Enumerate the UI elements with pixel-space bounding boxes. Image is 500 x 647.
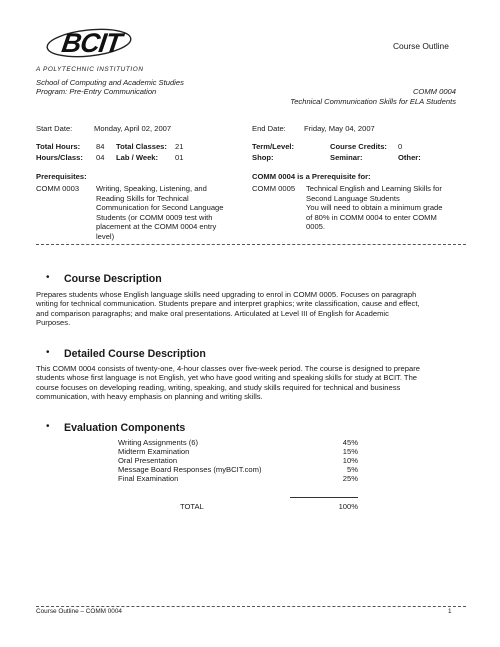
evaluation-item-value: 5% <box>347 465 358 474</box>
footer-divider <box>36 606 466 607</box>
paragraph-line: and comparison paragraphs; and make oral presentations. Articulated at Level III of English for Academic <box>36 308 389 318</box>
evaluation-item-name: Final Examination <box>118 474 179 483</box>
evaluation-row <box>118 465 358 474</box>
bcit-logo <box>44 26 134 62</box>
evaluation-item-value: 10% <box>342 456 358 465</box>
other-label: Other: <box>398 153 421 162</box>
program-name: Program: Pre-Entry Communication <box>36 87 157 96</box>
paragraph-line: writing for technical communication. Students prepare and interpret graphics; write classification, cause and effect, <box>36 299 420 309</box>
total-value: 100% <box>338 502 358 511</box>
prerequisite-line: level) <box>96 231 115 241</box>
prerequisite-for-line: of 80% in COMM 0004 to enter COMM <box>306 212 437 222</box>
course-title: Technical Communication Skills for ELA Students <box>290 97 456 106</box>
detailed-description-heading: Detailed Course Description <box>64 348 206 360</box>
prerequisite-line: Reading Skills for Technical <box>96 193 189 203</box>
section-divider <box>36 244 466 245</box>
page-number: 1 <box>448 608 452 615</box>
evaluation-item-value: 15% <box>342 447 358 456</box>
course-code: COMM 0004 <box>412 87 456 96</box>
prerequisite-for-label: COMM 0004 is a Prerequisite for: <box>252 172 371 181</box>
lab-week-label: Lab / Week: <box>116 153 159 162</box>
prerequisite-line: placement at the COMM 0004 entry <box>96 222 217 232</box>
evaluation-row <box>118 456 358 465</box>
prerequisite-for-line: Second Language Students <box>306 193 400 203</box>
detailed-description-text <box>36 364 476 402</box>
total-hours-label: Total Hours: <box>36 142 81 151</box>
evaluation-item-value: 25% <box>342 474 358 483</box>
bullet-icon: • <box>46 347 50 358</box>
hours-class-label: Hours/Class: <box>36 153 83 162</box>
paragraph-line: course focuses on developing reading, writing, speaking, and study skills required for technical and business <box>36 382 401 392</box>
prerequisites-label: Prerequisites: <box>36 172 87 181</box>
prerequisite-code: COMM 0003 <box>36 184 80 193</box>
paragraph-line: Prepares students whose English language skills need upgrading to enrol in COMM 0005. Focuses on paragraph <box>36 290 417 299</box>
evaluation-item-name: Message Board Responses (myBCIT.com) <box>118 465 262 474</box>
document-type: Course Outline <box>393 41 449 51</box>
hours-class-value: 04 <box>96 153 105 162</box>
lab-week-value: 01 <box>175 153 184 162</box>
course-description-text <box>36 290 476 328</box>
end-date-value: Friday, May 04, 2007 <box>304 124 375 133</box>
course-description-heading: Course Description <box>64 273 162 285</box>
footer-text: Course Outline – COMM 0004 <box>36 608 122 615</box>
prerequisite-for-line: 0005. <box>306 222 326 232</box>
evaluation-item-name: Midterm Examination <box>118 447 190 456</box>
paragraph-line: students whose first language is not English, yet who have good writing and speaking skills for study at BCIT. The <box>36 373 418 383</box>
prerequisite-line: Communication for Second Language <box>96 203 224 213</box>
paragraph-line: Purposes. <box>36 318 71 328</box>
term-level-label: Term/Level: <box>252 142 295 151</box>
prerequisite-line: Students (or COMM 0009 test with <box>96 212 213 222</box>
paragraph-line: communication, with heavy emphasis on planning and writing skills. <box>36 392 263 402</box>
prerequisite-for-description <box>306 184 466 232</box>
seminar-label: Seminar: <box>330 153 363 162</box>
evaluation-row <box>118 474 358 483</box>
logo-text: BCIT <box>59 28 124 58</box>
prerequisite-description <box>96 184 246 242</box>
evaluation-item-name: Writing Assignments (6) <box>118 438 199 447</box>
evaluation-item-value: 45% <box>342 438 358 447</box>
evaluation-item-name: Oral Presentation <box>118 456 178 465</box>
prerequisite-for-line: Technical English and Learning Skills for <box>306 184 442 193</box>
prerequisite-line: Writing, Speaking, Listening, and <box>96 184 207 193</box>
start-date-value: Monday, April 02, 2007 <box>94 124 172 133</box>
start-date-label: Start Date: <box>36 124 73 133</box>
school-name: School of Computing and Academic Studies <box>36 78 184 87</box>
total-label: TOTAL <box>180 502 204 511</box>
bullet-icon: • <box>46 272 50 283</box>
shop-label: Shop: <box>252 153 274 162</box>
end-date-label: End Date: <box>252 124 286 133</box>
course-credits-value: 0 <box>398 142 403 151</box>
prerequisite-for-code: COMM 0005 <box>252 184 296 193</box>
total-classes-label: Total Classes: <box>116 142 167 151</box>
evaluation-heading: Evaluation Components <box>64 422 186 434</box>
course-credits-label: Course Credits: <box>330 142 387 151</box>
prerequisite-for-line: You will need to obtain a minimum grade <box>306 203 443 213</box>
total-hours-value: 84 <box>96 142 105 151</box>
evaluation-row <box>118 438 358 447</box>
bullet-icon: • <box>46 421 50 432</box>
total-classes-value: 21 <box>175 142 184 151</box>
institution-tagline: A POLYTECHNIC INSTITUTION <box>36 66 144 73</box>
total-underline <box>290 497 358 498</box>
evaluation-row <box>118 447 358 456</box>
paragraph-line: This COMM 0004 consists of twenty-one, 4-hour classes over five-week period. The course is designed to prepare <box>36 364 420 373</box>
